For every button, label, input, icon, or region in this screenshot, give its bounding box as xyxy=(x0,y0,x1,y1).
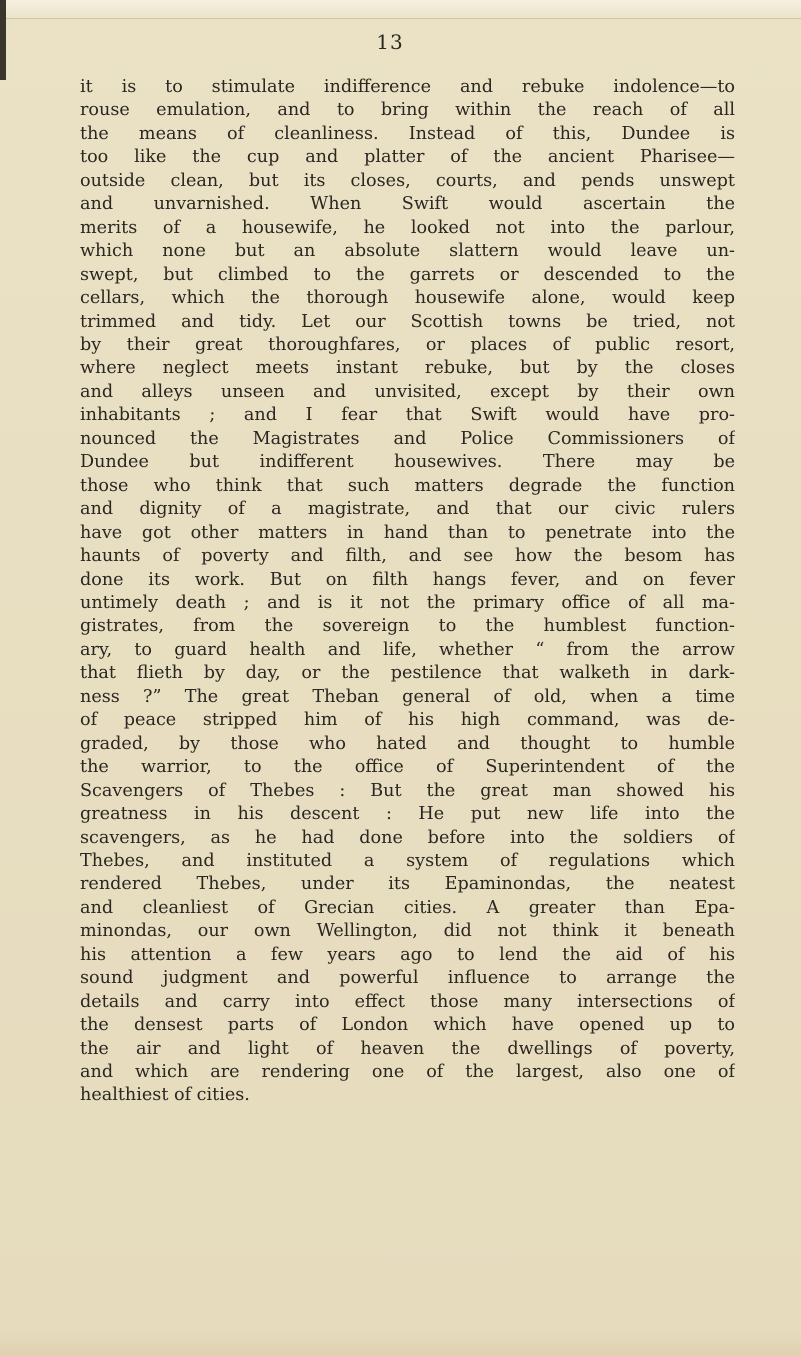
text-line: Dundee but indifferent housewives. There may be xyxy=(80,452,735,473)
text-line: cellars, which the thorough housewife alone, would keep xyxy=(80,288,735,309)
text-line: the means of cleanliness. Instead of this, Dundee is xyxy=(80,123,735,144)
page-bottom-edge xyxy=(0,1332,801,1356)
text-line: trimmed and tidy. Let our Scottish towns be tried, not xyxy=(80,311,735,332)
text-line: rouse emulation, and to bring within the reach of all xyxy=(80,100,735,121)
text-line: which none but an absolute slattern would leave un- xyxy=(80,241,735,262)
text-line: those who think that such matters degrade the function xyxy=(80,475,735,496)
page-top-edge xyxy=(0,0,801,19)
text-line: rendered Thebes, under its Epaminondas, the neatest xyxy=(80,874,735,895)
text-line: outside clean, but its closes, courts, and pends unswept xyxy=(80,170,735,191)
text-line: and dignity of a magistrate, and that our civic rulers xyxy=(80,499,735,520)
text-line: and unvarnished. When Swift would ascertain the xyxy=(80,194,735,215)
text-line: graded, by those who hated and thought to humble xyxy=(80,733,735,754)
text-line: that flieth by day, or the pestilence that walketh in dark- xyxy=(80,663,735,684)
text-line: and alleys unseen and unvisited, except by their own xyxy=(80,381,735,402)
text-line: healthiest of cities. xyxy=(80,1085,250,1106)
text-line: ness ?” The great Theban general of old, when a time xyxy=(80,686,735,707)
text-line: where neglect meets instant rebuke, but by the closes xyxy=(80,358,735,379)
text-line: details and carry into effect those many intersections of xyxy=(80,991,735,1012)
text-line: Scavengers of Thebes : But the great man showed his xyxy=(80,780,735,801)
text-line: have got other matters in hand than to penetrate into the xyxy=(80,522,735,543)
text-line: his attention a few years ago to lend the aid of his xyxy=(80,944,735,965)
text-line: nounced the Magistrates and Police Commissioners of xyxy=(80,428,735,449)
text-line: haunts of poverty and filth, and see how the besom has xyxy=(80,546,735,567)
text-line: done its work. But on filth hangs fever, and on fever xyxy=(80,569,735,590)
text-line: by their great thoroughfares, or places of public resort, xyxy=(80,334,735,355)
body-text xyxy=(80,76,735,1108)
text-line: too like the cup and platter of the ancient Pharisee— xyxy=(80,147,735,168)
text-line: of peace stripped him of his high command, was de- xyxy=(80,710,735,731)
text-line: ary, to guard health and life, whether “ from the arrow xyxy=(80,639,735,660)
text-line: scavengers, as he had done before into the soldiers of xyxy=(80,827,735,848)
text-line: and cleanliest of Grecian cities. A greater than Epa- xyxy=(80,897,735,918)
text-line: untimely death ; and is it not the primary office of all ma- xyxy=(80,592,735,613)
binding-shadow xyxy=(0,0,6,80)
text-line: the warrior, to the office of Superintendent of the xyxy=(80,757,735,778)
text-line: merits of a housewife, he looked not into the parlour, xyxy=(80,217,735,238)
text-line: gistrates, from the sovereign to the humblest function- xyxy=(80,616,735,637)
text-line: swept, but climbed to the garrets or descended to the xyxy=(80,264,735,285)
text-line: it is to stimulate indifference and rebuke indolence—to xyxy=(80,77,735,97)
page-number: 13 xyxy=(376,30,404,54)
text-line: inhabitants ; and I fear that Swift would have pro- xyxy=(80,405,735,426)
text-line: minondas, our own Wellington, did not think it beneath xyxy=(80,921,735,942)
text-line: Thebes, and instituted a system of regulations which xyxy=(80,850,735,871)
text-line: greatness in his descent : He put new life into the xyxy=(80,804,735,825)
text-line: and which are rendering one of the largest, also one of xyxy=(80,1062,735,1083)
text-line: the air and light of heaven the dwellings of poverty, xyxy=(80,1038,735,1059)
text-line: sound judgment and powerful influence to arrange the xyxy=(80,968,735,989)
text-line: the densest parts of London which have opened up to xyxy=(80,1015,735,1036)
